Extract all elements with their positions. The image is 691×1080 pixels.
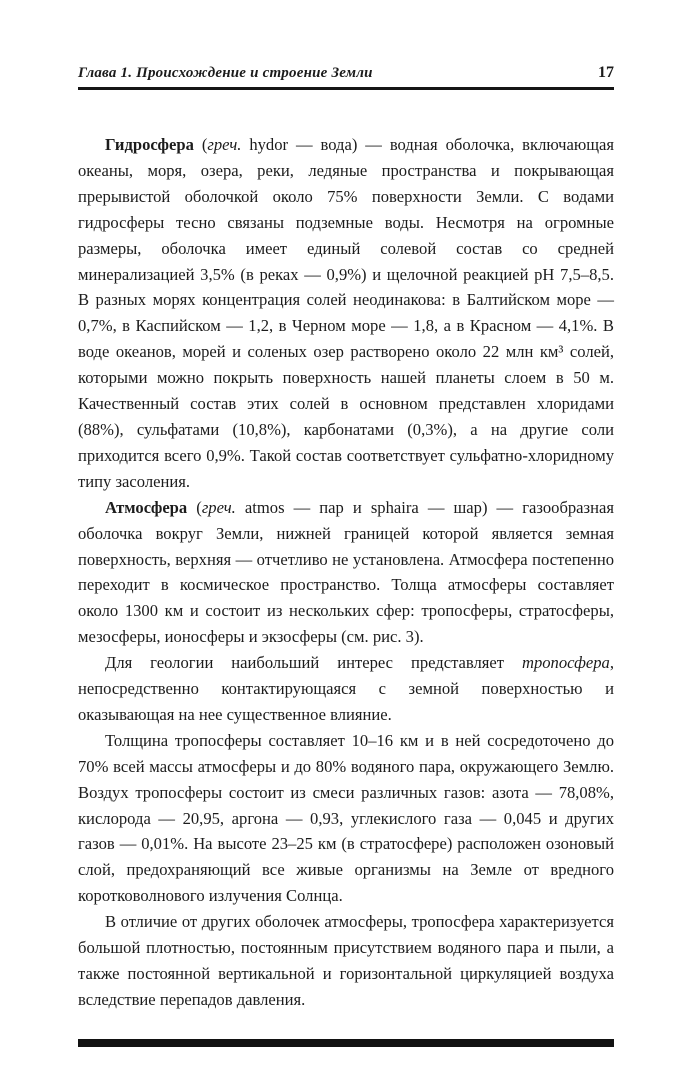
text-run: Толщина тропосферы составляет 10–16 км и в ней сосредоточено до 70% всей массы атмосферы и до 80% водяного пара, окружающего Землю. Воздух тропосферы состоит из смеси различных газов: азота — 78,08%, кислорода — 20,95, аргона — 0,93, углекислого газа — 0,045 и других газов — 0,01%. На высоте 23–25 км (в стратосфере) расположен озоновый слой, предохраняющий все живые организмы на Земле от вредного коротковолнового излучения Солнца. [78,730,614,906]
text-run: , непосредственно контактирующаяся с земной поверхностью и оказывающая на нее существенное влияние. [78,653,614,724]
text-run: ( [187,497,202,517]
text-block [78,132,614,1013]
text-run: Гидросфера [105,135,194,154]
text-run: тропосфера [521,653,610,673]
text-run: Атмосфера [105,497,188,517]
text-run: hydor — вода) — водная оболочка, включающая океаны, моря, озера, реки, ледяные пространства и покрывающая прерывистой оболочкой около 75% поверхности Земли. С водами гидросферы тесно связаны подземные воды. Несмотря на огромные размеры, оболочка имеет единый солевой состав со средней минерализацией 3,5% (в реках — 0,9%) и щелочной реакцией pH 7,5–8,5. В разных морях концентрация солей неодинакова: в Балтийском море — 0,7%, в Каспийском — 1,2, в Черном море — 1,8, а в Красном — 4,1%. В воде океанов, морей и соленых озер растворено около 22 млн км³ солей, которыми можно покрыть поверхность нашей планеты слоем в 50 м. Качественный состав этих солей в основном представлен хлоридами (88%), сульфатами (10,8%), карбонатами (0,3%), а на другие соли приходится всего 0,9%. Такой состав соответствует сульфатно-хлоридному типу засоления. [78,135,614,491]
footer-rule [78,1039,614,1047]
text-run: ( [193,135,208,154]
paragraph [78,728,614,909]
text-run: atmos — пар и sphaira — шар) — газообразная оболочка вокруг Земли, нижней границей которой является земная поверхность, верхняя — отчетливо не установлена. Атмосфера постепенно переходит в космическое пространство. Толща атмосферы составляет около 1300 км и состоит из нескольких сфер: тропосферы, стратосферы, мезосферы, ионосферы и экзосферы (см. рис. 3). [78,497,614,647]
paragraph [78,909,614,1013]
text-run: греч. [201,497,236,517]
text-run: Для геологии наибольший интерес представляет [105,653,522,673]
header-rule [78,87,614,90]
paragraph [78,495,614,650]
chapter-title: Глава 1. Происхождение и строение Земли [78,65,373,81]
text-run: В отличие от других оболочек атмосферы, тропосфера характеризуется большой плотностью, постоянным присутствием водяного пара и пыли, а также постоянной вертикальной и горизонтальной циркуляцией воздуха вследствие перепадов давления. [78,912,614,1009]
paragraph [78,132,614,495]
paragraph [78,650,614,728]
running-header [78,64,614,82]
page-number: 17 [598,64,614,81]
text-run: греч. [207,135,242,154]
